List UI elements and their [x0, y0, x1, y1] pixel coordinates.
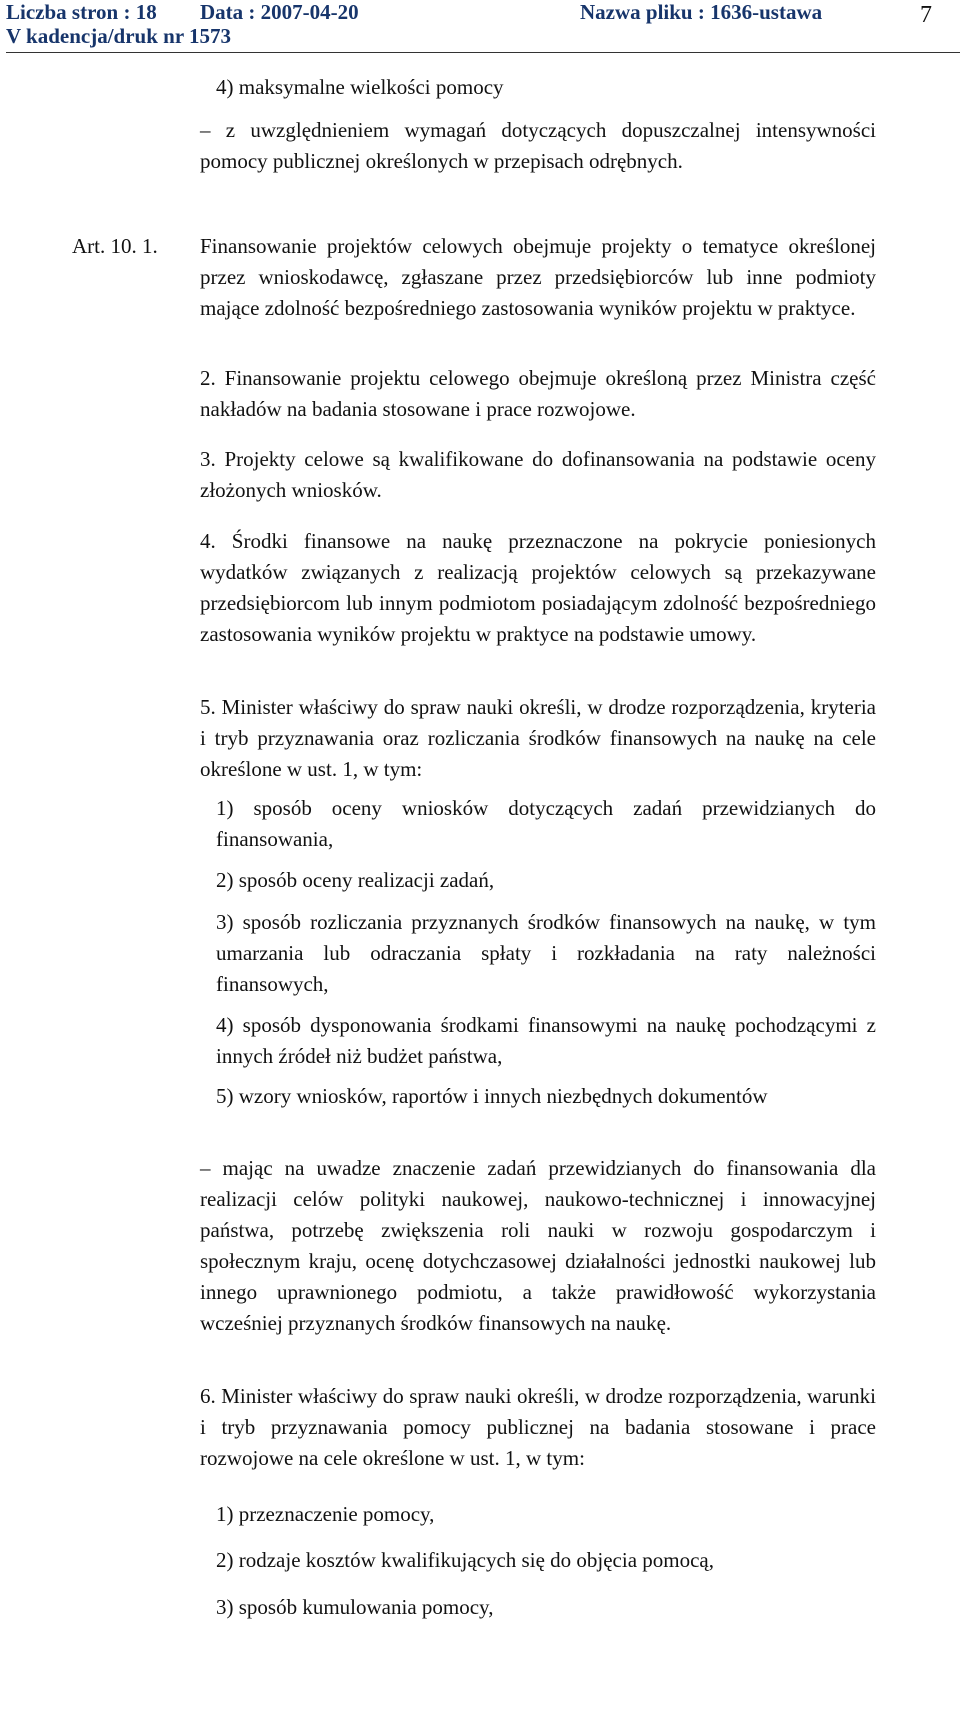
- page-header: [0, 0, 960, 52]
- paragraph-1: Finansowanie projektów celowych obejmuje projekty o tematyce określonej przez wnioskodawcę, zgłaszane przez przedsiębiorców lub inne podmioty mające zdolność bezpośredniego zastosowania wyników projektu w praktyce.: [200, 234, 876, 320]
- file-name: Nazwa pliku : 1636-ustawa: [580, 0, 823, 24]
- cadence-print-number: V kadencja/druk nr 1573: [6, 24, 232, 48]
- paragraph-6-item-3: 3) sposób kumulowania pomocy,: [216, 1595, 494, 1619]
- paragraph-5: 5. Minister właściwy do spraw nauki określi, w drodze rozporządzenia, kryteria i tryb przyznawania oraz rozliczania środków finansowych na naukę na cele określone w ust. 1, w tym:: [200, 695, 876, 781]
- paragraph-2: 2. Finansowanie projektu celowego obejmuje określoną przez Ministra część nakładów na badania stosowane i prace rozwojowe.: [200, 366, 876, 421]
- article-label: Art. 10. 1.: [72, 234, 158, 258]
- page-count: Liczba stron : 18: [6, 0, 157, 24]
- paragraph-5-dash-note: – mając na uwadze znaczenie zadań przewidzianych do finansowania dla realizacji celów polityki naukowej, naukowo-technicznej i innowacyjnej państwa, potrzebę zwiększenia roli nauki w rozwoju gospodarczym i społecznym kraju, ocenę dotychczasowej działalności jednostki naukowej lub innego uprawnionego podmiotu, a także prawidłowość wykorzystania wcześniej przyznanych środków finansowych na naukę.: [200, 1156, 876, 1335]
- header-divider: [6, 52, 960, 53]
- paragraph-6: 6. Minister właściwy do spraw nauki określi, w drodze rozporządzenia, warunki i tryb przyznawania pomocy publicznej na badania stosowane i prace rozwojowe na cele określone w ust. 1, w tym:: [200, 1384, 876, 1470]
- paragraph-4: 4. Środki finansowe na naukę przeznaczone na pokrycie poniesionych wydatków związanych z realizacją projektów celowych są przekazywane przedsiębiorcom lub innym podmiotom posiadającym zdolność bezpośredniego zastosowania wyników projektu w praktyce na podstawie umowy.: [200, 529, 876, 646]
- paragraph-5-item-1: 1) sposób oceny wniosków dotyczących zadań przewidzianych do finansowania,: [216, 796, 876, 851]
- paragraph-3: 3. Projekty celowe są kwalifikowane do dofinansowania na podstawie oceny złożonych wniosków.: [200, 447, 876, 502]
- paragraph-5-item-5: 5) wzory wniosków, raportów i innych niezbędnych dokumentów: [216, 1084, 768, 1108]
- paragraph-5-item-2: 2) sposób oceny realizacji zadań,: [216, 868, 495, 892]
- page-number: 7: [920, 2, 932, 28]
- paragraph-5-item-3: 3) sposób rozliczania przyznanych środków finansowych na naukę, w tym umarzania lub odraczania spłaty i rozkładania na raty należności finansowych,: [216, 910, 876, 996]
- item-4-max-aid: 4) maksymalne wielkości pomocy: [216, 75, 504, 99]
- paragraph-5-item-4: 4) sposób dysponowania środkami finansowymi na naukę pochodzącymi z innych źródeł niż budżet państwa,: [216, 1013, 876, 1068]
- dash-note-aid-intensity: – z uwzględnieniem wymagań dotyczących dopuszczalnej intensywności pomocy publicznej określonych w przepisach odrębnych.: [200, 118, 876, 173]
- document-date: Data : 2007-04-20: [200, 0, 359, 24]
- paragraph-6-item-2: 2) rodzaje kosztów kwalifikujących się do objęcia pomocą,: [216, 1548, 714, 1572]
- paragraph-6-item-1: 1) przeznaczenie pomocy,: [216, 1502, 435, 1526]
